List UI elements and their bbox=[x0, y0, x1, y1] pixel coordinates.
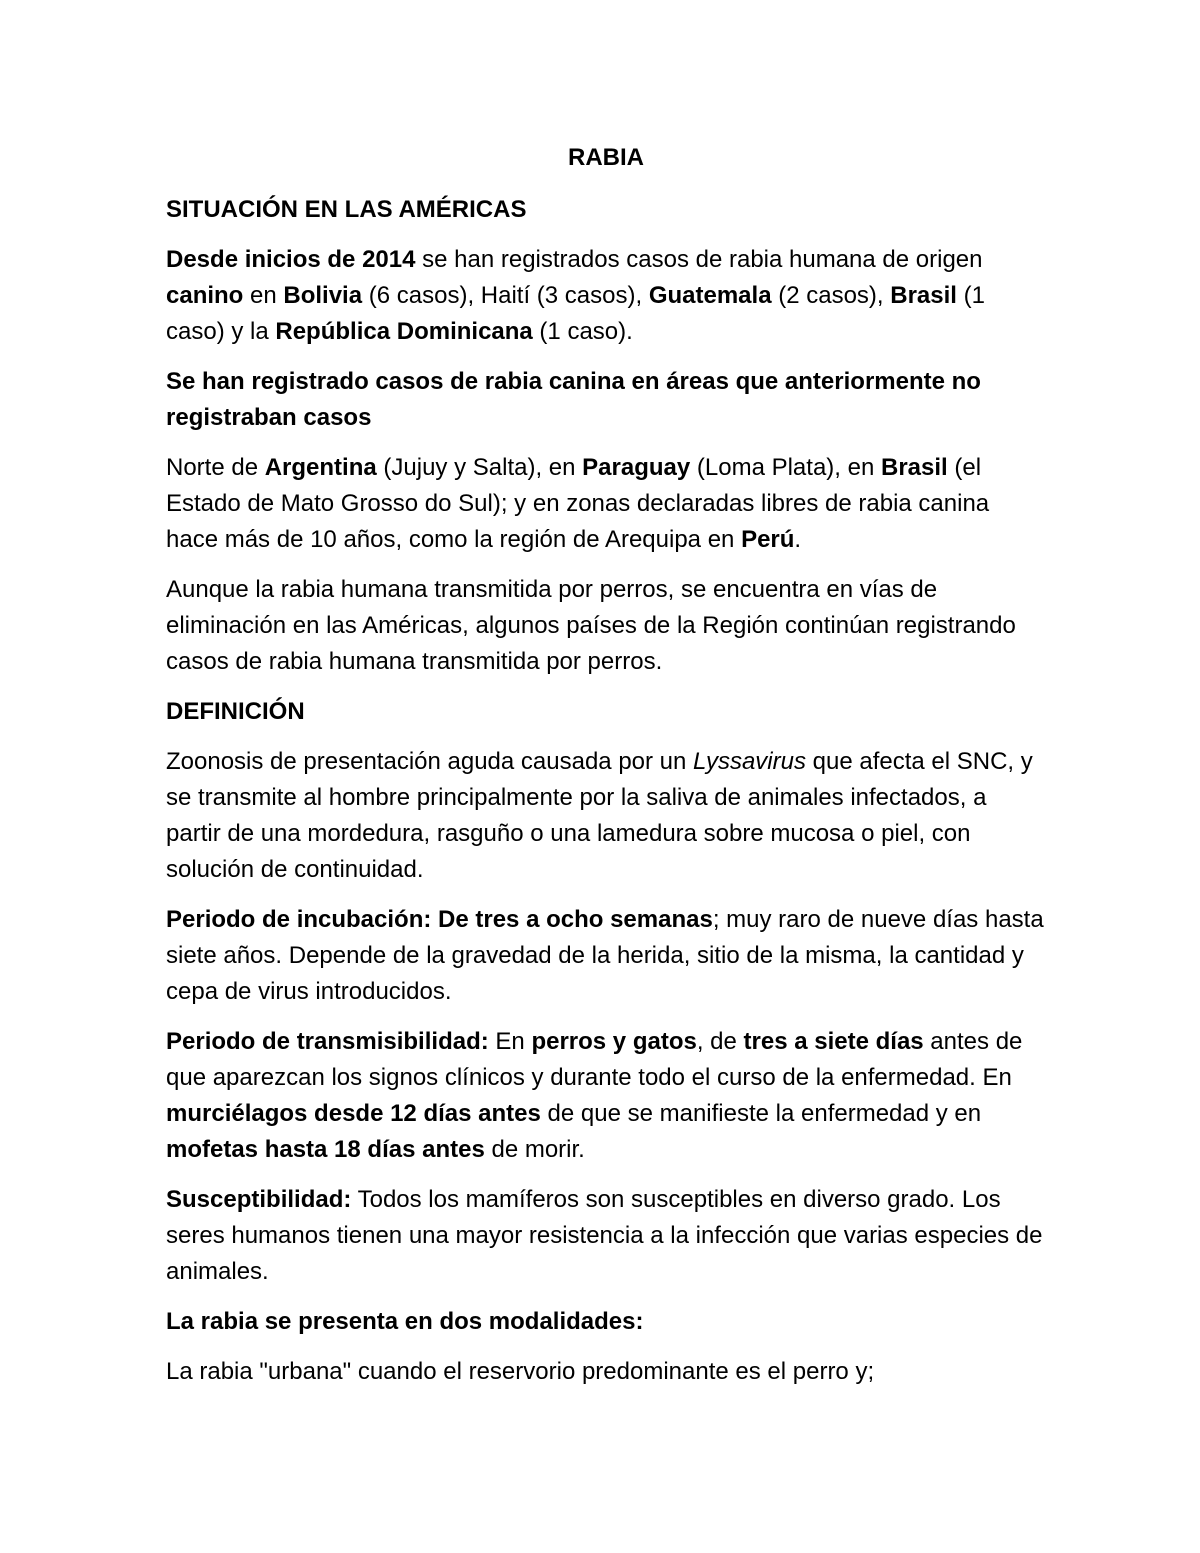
body-text: (el Estado de Mato Grosso do Sul); y en zonas declaradas libres de rabia canina hace más de 10 años, como la región de Arequipa en bbox=[166, 454, 990, 553]
paragraph-rabia-canina-heading: Se han registrado casos de rabia canina en áreas que anteriormente no registraban casos bbox=[166, 368, 981, 431]
document-title: RABIA bbox=[568, 144, 644, 171]
bold-text: República Dominicana bbox=[275, 318, 533, 345]
body-text: (2 casos), bbox=[771, 282, 891, 309]
paragraph-zonas bbox=[166, 450, 1046, 558]
body-text: En bbox=[488, 1028, 532, 1055]
body-text: (Jujuy y Salta), en bbox=[376, 454, 583, 481]
bold-text: mofetas hasta 18 días antes bbox=[166, 1136, 485, 1163]
paragraph-transmisibilidad bbox=[166, 1024, 1046, 1168]
body-text: en bbox=[243, 282, 284, 309]
bold-text: Periodo de transmisibilidad: bbox=[166, 1028, 489, 1055]
body-text: se han registrados casos de rabia humana de origen bbox=[415, 246, 983, 273]
body-text: (6 casos), Haití (3 casos), bbox=[362, 282, 649, 309]
bold-text: Periodo de incubación: De tres a ocho semanas bbox=[166, 906, 713, 933]
paragraph-rabia-urbana: La rabia "urbana" cuando el reservorio predominante es el perro y; bbox=[166, 1358, 875, 1385]
body-text: , de bbox=[696, 1028, 744, 1055]
body-text: (1 caso). bbox=[532, 318, 633, 345]
body-text: de morir. bbox=[484, 1136, 585, 1163]
document-body bbox=[166, 140, 1046, 1404]
paragraph-susceptibilidad bbox=[166, 1182, 1046, 1290]
bold-text: tres a siete días bbox=[743, 1028, 924, 1055]
section-heading-definicion: DEFINICIÓN bbox=[166, 698, 305, 725]
paragraph-casos-humanos bbox=[166, 242, 1046, 350]
section-heading-situacion: SITUACIÓN EN LAS AMÉRICAS bbox=[166, 196, 527, 223]
body-text: antes de que aparezcan los signos clínicos y durante todo el curso de la enfermedad. En bbox=[166, 1028, 1023, 1091]
body-text: . bbox=[794, 526, 802, 553]
body-text: que afecta el SNC, y se transmite al hombre principalmente por la saliva de animales infectados, a partir de una mordedura, rasguño o una lamedura sobre mucosa o piel, con solución de continuidad. bbox=[166, 748, 1033, 883]
bold-text: Brasil bbox=[890, 282, 957, 309]
body-text: Zoonosis de presentación aguda causada por un bbox=[166, 748, 694, 775]
bold-text: perros y gatos bbox=[531, 1028, 697, 1055]
body-text: (1 caso) y la bbox=[166, 282, 985, 345]
body-text: ; muy raro de nueve días hasta siete años. Depende de la gravedad de la herida, sitio de la misma, la cantidad y cepa de virus introducidos. bbox=[166, 906, 1044, 1005]
paragraph-eliminacion: Aunque la rabia humana transmitida por perros, se encuentra en vías de eliminación en las Américas, algunos países de la Región continúan registrando casos de rabia humana transmitida por perros. bbox=[166, 576, 1016, 675]
bold-text: canino bbox=[166, 282, 244, 309]
paragraph-zoonosis bbox=[166, 744, 1046, 888]
bold-text: Guatemala bbox=[648, 282, 772, 309]
bold-text: Paraguay bbox=[582, 454, 691, 481]
bold-text: Bolivia bbox=[283, 282, 363, 309]
bold-text: murciélagos desde 12 días antes bbox=[166, 1100, 541, 1127]
paragraph-incubacion bbox=[166, 902, 1046, 1010]
bold-text: Brasil bbox=[880, 454, 948, 481]
bold-text: Susceptibilidad: bbox=[166, 1186, 352, 1213]
paragraph-modalidades-heading: La rabia se presenta en dos modalidades: bbox=[166, 1308, 644, 1335]
bold-text: Argentina bbox=[264, 454, 377, 481]
body-text: Norte de bbox=[166, 454, 265, 481]
bold-text: Perú bbox=[741, 526, 795, 553]
body-text: de que se manifieste la enfermedad y en bbox=[540, 1100, 982, 1127]
body-text: (Loma Plata), en bbox=[690, 454, 881, 481]
bold-text: Desde inicios de 2014 bbox=[166, 246, 416, 273]
italic-text: Lyssavirus bbox=[693, 748, 806, 775]
body-text: Todos los mamíferos son susceptibles en diverso grado. Los seres humanos tienen una mayor resistencia a la infección que varias especies de animales. bbox=[166, 1186, 1043, 1285]
